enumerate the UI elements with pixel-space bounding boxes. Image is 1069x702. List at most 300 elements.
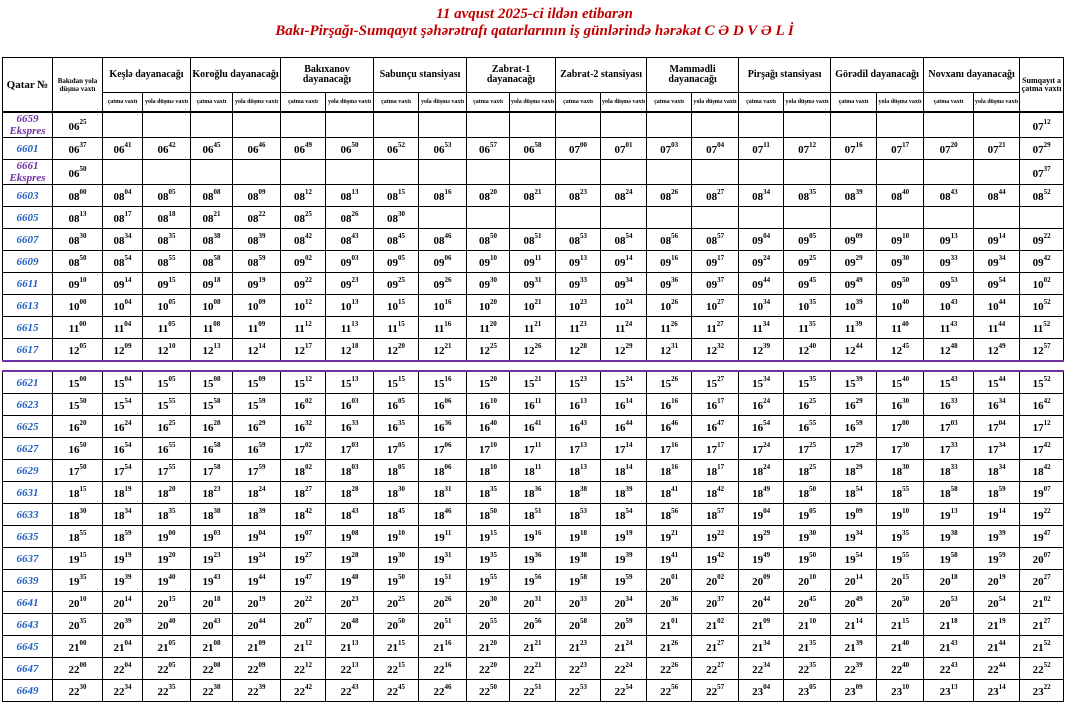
departure-time: $09^{31}$ bbox=[510, 273, 556, 295]
departure-time: $08^{21}$ bbox=[510, 185, 556, 207]
arrival-time: $22^{53}$ bbox=[556, 680, 601, 702]
departure-time: $21^{02}$ bbox=[692, 614, 739, 636]
arrival-time: $20^{25}$ bbox=[374, 592, 419, 614]
arrival-time: $09^{02}$ bbox=[281, 251, 326, 273]
arrival-time: $07^{00}$ bbox=[556, 138, 601, 160]
arrival-time: $15^{54}$ bbox=[103, 394, 143, 416]
arrival-time: $12^{25}$ bbox=[467, 339, 510, 362]
sumqayit-arrival-time: $10^{52}$ bbox=[1020, 295, 1064, 317]
departure-time: $15^{05}$ bbox=[143, 371, 191, 394]
departure-subheader: yola düşmə vaxtı bbox=[974, 93, 1020, 113]
arrival-time: $09^{29}$ bbox=[831, 251, 877, 273]
arrival-time: $20^{49}$ bbox=[831, 592, 877, 614]
departure-time: $18^{34}$ bbox=[974, 460, 1020, 482]
arrival-time: $18^{49}$ bbox=[739, 482, 784, 504]
train-number: 6605 bbox=[3, 207, 53, 229]
train-number: 6629 bbox=[3, 460, 53, 482]
arrival-time: $22^{34}$ bbox=[739, 658, 784, 680]
arrival-time: $09^{33}$ bbox=[556, 273, 601, 295]
train-number: 6601 bbox=[3, 138, 53, 160]
departure-time: $18^{31}$ bbox=[419, 482, 467, 504]
arrival-time: $15^{08}$ bbox=[191, 371, 233, 394]
baku-departure-time: $20^{10}$ bbox=[53, 592, 103, 614]
train-row bbox=[3, 251, 1064, 273]
arrival-time: $12^{48}$ bbox=[924, 339, 974, 362]
arrival-time: $20^{01}$ bbox=[647, 570, 692, 592]
arrival-time: $08^{42}$ bbox=[281, 229, 326, 251]
arrival-time: $19^{38}$ bbox=[924, 526, 974, 548]
departure-time: $19^{59}$ bbox=[601, 570, 647, 592]
departure-time bbox=[974, 207, 1020, 229]
sumqayit-arrival-time: $21^{02}$ bbox=[1020, 592, 1064, 614]
arrival-time: $11^{34}$ bbox=[739, 317, 784, 339]
arrival-time: $21^{34}$ bbox=[739, 636, 784, 658]
departure-time: $22^{35}$ bbox=[784, 658, 831, 680]
departure-time: $18^{46}$ bbox=[419, 504, 467, 526]
arrival-time: $15^{58}$ bbox=[191, 394, 233, 416]
departure-time: $09^{34}$ bbox=[601, 273, 647, 295]
train-number: 6617 bbox=[3, 339, 53, 362]
arrival-time: $11^{26}$ bbox=[647, 317, 692, 339]
arrival-time: $19^{39}$ bbox=[103, 570, 143, 592]
arrival-time: $20^{53}$ bbox=[924, 592, 974, 614]
arrival-time: $21^{15}$ bbox=[374, 636, 419, 658]
departure-time: $18^{06}$ bbox=[419, 460, 467, 482]
departure-time: $06^{58}$ bbox=[510, 138, 556, 160]
departure-time: $19^{31}$ bbox=[419, 548, 467, 570]
departure-time: $19^{35}$ bbox=[877, 526, 924, 548]
departure-time bbox=[419, 112, 467, 138]
departure-time bbox=[877, 207, 924, 229]
arrival-time: $15^{34}$ bbox=[739, 371, 784, 394]
arrival-subheader: çatma vaxtı bbox=[374, 93, 419, 113]
baku-departure-time: $22^{00}$ bbox=[53, 658, 103, 680]
arrival-time: $16^{24}$ bbox=[739, 394, 784, 416]
departure-time bbox=[974, 112, 1020, 138]
arrival-time: $19^{55}$ bbox=[467, 570, 510, 592]
arrival-time: $22^{08}$ bbox=[191, 658, 233, 680]
arrival-time: $18^{38}$ bbox=[556, 482, 601, 504]
arrival-time: $19^{23}$ bbox=[191, 548, 233, 570]
arrival-time: $15^{39}$ bbox=[831, 371, 877, 394]
arrival-time: $21^{23}$ bbox=[556, 636, 601, 658]
departure-time: $08^{16}$ bbox=[419, 185, 467, 207]
arrival-subheader: çatma vaxtı bbox=[467, 93, 510, 113]
arrival-time: $19^{30}$ bbox=[374, 548, 419, 570]
departure-time: $11^{27}$ bbox=[692, 317, 739, 339]
departure-time: $21^{16}$ bbox=[419, 636, 467, 658]
arrival-time: $16^{32}$ bbox=[281, 416, 326, 438]
departure-time: $22^{57}$ bbox=[692, 680, 739, 702]
departure-time: $18^{43}$ bbox=[326, 504, 374, 526]
arrival-time: $18^{42}$ bbox=[281, 504, 326, 526]
arrival-time: $11^{20}$ bbox=[467, 317, 510, 339]
departure-time bbox=[601, 160, 647, 185]
arrival-time: $19^{07}$ bbox=[281, 526, 326, 548]
arrival-time: $18^{29}$ bbox=[831, 460, 877, 482]
train-row bbox=[3, 295, 1064, 317]
departure-time: $12^{26}$ bbox=[510, 339, 556, 362]
arrival-time bbox=[739, 112, 784, 138]
baku-departure-time: $10^{00}$ bbox=[53, 295, 103, 317]
departure-time: $20^{19}$ bbox=[974, 570, 1020, 592]
arrival-time: $15^{26}$ bbox=[647, 371, 692, 394]
departure-time: $17^{55}$ bbox=[143, 460, 191, 482]
departure-time: $18^{50}$ bbox=[784, 482, 831, 504]
departure-time: $18^{20}$ bbox=[143, 482, 191, 504]
departure-time: $18^{35}$ bbox=[143, 504, 191, 526]
sumqayit-arrival-time: $09^{22}$ bbox=[1020, 229, 1064, 251]
sumqayit-arrival-time: $07^{12}$ bbox=[1020, 112, 1064, 138]
arrival-time: $08^{38}$ bbox=[191, 229, 233, 251]
arrival-time: $10^{26}$ bbox=[647, 295, 692, 317]
sumqayit-arrival-time: $11^{52}$ bbox=[1020, 317, 1064, 339]
departure-time: $20^{23}$ bbox=[326, 592, 374, 614]
departure-time: $21^{44}$ bbox=[974, 636, 1020, 658]
departure-time: $19^{39}$ bbox=[601, 548, 647, 570]
arrival-time: $12^{17}$ bbox=[281, 339, 326, 362]
departure-time bbox=[692, 160, 739, 185]
arrival-time: $06^{57}$ bbox=[467, 138, 510, 160]
arrival-time: $20^{22}$ bbox=[281, 592, 326, 614]
timetable bbox=[2, 57, 1064, 702]
sumqayit-arrival-time: $17^{42}$ bbox=[1020, 438, 1064, 460]
departure-time: $10^{44}$ bbox=[974, 295, 1020, 317]
departure-time: $11^{05}$ bbox=[143, 317, 191, 339]
departure-time bbox=[877, 112, 924, 138]
sumqayit-arrival-time: $10^{02}$ bbox=[1020, 273, 1064, 295]
arrival-time bbox=[191, 112, 233, 138]
arrival-time: $18^{16}$ bbox=[647, 460, 692, 482]
departure-time: $09^{54}$ bbox=[974, 273, 1020, 295]
departure-time: $12^{40}$ bbox=[784, 339, 831, 362]
departure-time: $08^{40}$ bbox=[877, 185, 924, 207]
arrival-time: $18^{50}$ bbox=[467, 504, 510, 526]
departure-time: $19^{51}$ bbox=[419, 570, 467, 592]
departure-time: $07^{04}$ bbox=[692, 138, 739, 160]
arrival-time: $12^{13}$ bbox=[191, 339, 233, 362]
sumqayit-arrival-time: $20^{07}$ bbox=[1020, 548, 1064, 570]
train-number: 6635 bbox=[3, 526, 53, 548]
baku-departure-time: $19^{35}$ bbox=[53, 570, 103, 592]
sumqayit-arrival-time: $15^{52}$ bbox=[1020, 371, 1064, 394]
departure-time: $17^{59}$ bbox=[233, 460, 281, 482]
arrival-time: $12^{44}$ bbox=[831, 339, 877, 362]
arrival-time: $09^{16}$ bbox=[647, 251, 692, 273]
arrival-time: $10^{23}$ bbox=[556, 295, 601, 317]
train-row bbox=[3, 460, 1064, 482]
arrival-time bbox=[647, 207, 692, 229]
arrival-time: $18^{27}$ bbox=[281, 482, 326, 504]
arrival-time: $22^{12}$ bbox=[281, 658, 326, 680]
departure-time: $15^{16}$ bbox=[419, 371, 467, 394]
departure-time: $20^{51}$ bbox=[419, 614, 467, 636]
arrival-time: $08^{20}$ bbox=[467, 185, 510, 207]
train-row bbox=[3, 394, 1064, 416]
arrival-time: $21^{09}$ bbox=[739, 614, 784, 636]
train-row bbox=[3, 160, 1064, 185]
arrival-time: $19^{15}$ bbox=[467, 526, 510, 548]
departure-time: $18^{17}$ bbox=[692, 460, 739, 482]
arrival-time: $16^{10}$ bbox=[467, 394, 510, 416]
train-row bbox=[3, 112, 1064, 138]
departure-time: $16^{41}$ bbox=[510, 416, 556, 438]
departure-time: $16^{30}$ bbox=[877, 394, 924, 416]
departure-time: $23^{10}$ bbox=[877, 680, 924, 702]
arrival-time: $08^{08}$ bbox=[191, 185, 233, 207]
departure-time: $17^{03}$ bbox=[326, 438, 374, 460]
arrival-subheader: çatma vaxtı bbox=[831, 93, 877, 113]
arrival-time: $11^{23}$ bbox=[556, 317, 601, 339]
departure-time: $16^{29}$ bbox=[233, 416, 281, 438]
departure-time: $08^{35}$ bbox=[784, 185, 831, 207]
departure-time: $11^{35}$ bbox=[784, 317, 831, 339]
station-header: Sabunçu stansiyası bbox=[374, 58, 467, 93]
departure-time: $16^{33}$ bbox=[326, 416, 374, 438]
departure-time: $08^{26}$ bbox=[326, 207, 374, 229]
departure-time: $19^{48}$ bbox=[326, 570, 374, 592]
arrival-time: $19^{21}$ bbox=[647, 526, 692, 548]
arrival-time: $08^{30}$ bbox=[374, 207, 419, 229]
departure-time: $08^{39}$ bbox=[233, 229, 281, 251]
departure-time: $08^{46}$ bbox=[419, 229, 467, 251]
arrival-time: $16^{29}$ bbox=[831, 394, 877, 416]
departure-time: $22^{16}$ bbox=[419, 658, 467, 680]
baku-departure-time: $08^{50}$ bbox=[53, 251, 103, 273]
arrival-time: $22^{23}$ bbox=[556, 658, 601, 680]
arrival-time: $08^{39}$ bbox=[831, 185, 877, 207]
arrival-subheader: çatma vaxtı bbox=[739, 93, 784, 113]
arrival-time: $17^{10}$ bbox=[467, 438, 510, 460]
station-header: Məmmədli dayanacağı bbox=[647, 58, 739, 93]
arrival-time: $10^{12}$ bbox=[281, 295, 326, 317]
arrival-time: $20^{43}$ bbox=[191, 614, 233, 636]
arrival-time: $19^{58}$ bbox=[556, 570, 601, 592]
timetable-body bbox=[3, 112, 1064, 702]
departure-time: $09^{45}$ bbox=[784, 273, 831, 295]
arrival-time bbox=[103, 112, 143, 138]
train-row bbox=[3, 526, 1064, 548]
train-number: 6603 bbox=[3, 185, 53, 207]
arrival-time: $21^{18}$ bbox=[924, 614, 974, 636]
arrival-time: $12^{39}$ bbox=[739, 339, 784, 362]
departure-time: $09^{14}$ bbox=[601, 251, 647, 273]
departure-time bbox=[419, 207, 467, 229]
baku-departure-time: $22^{30}$ bbox=[53, 680, 103, 702]
arrival-time: $08^{45}$ bbox=[374, 229, 419, 251]
departure-time: $16^{06}$ bbox=[419, 394, 467, 416]
departure-time: $19^{19}$ bbox=[601, 526, 647, 548]
departure-time: $11^{24}$ bbox=[601, 317, 647, 339]
departure-time: $20^{15}$ bbox=[143, 592, 191, 614]
baku-departure-time: $08^{30}$ bbox=[53, 229, 103, 251]
arrival-time bbox=[647, 112, 692, 138]
departure-time bbox=[233, 112, 281, 138]
departure-time: $08^{24}$ bbox=[601, 185, 647, 207]
departure-time: $09^{14}$ bbox=[974, 229, 1020, 251]
departure-subheader: yola düşmə vaxtı bbox=[510, 93, 556, 113]
arrival-time: $18^{34}$ bbox=[103, 504, 143, 526]
sumqayit-arrival-time: $19^{22}$ bbox=[1020, 504, 1064, 526]
departure-subheader: yola düşmə vaxtı bbox=[419, 93, 467, 113]
departure-time: $22^{05}$ bbox=[143, 658, 191, 680]
arrival-time: $17^{58}$ bbox=[191, 460, 233, 482]
departure-time: $15^{35}$ bbox=[784, 371, 831, 394]
arrival-time bbox=[739, 207, 784, 229]
sumqayit-arrival-time: $19^{47}$ bbox=[1020, 526, 1064, 548]
arrival-time: $09^{13}$ bbox=[924, 229, 974, 251]
departure-time: $19^{11}$ bbox=[419, 526, 467, 548]
train-row bbox=[3, 658, 1064, 680]
arrival-time: $09^{53}$ bbox=[924, 273, 974, 295]
arrival-time bbox=[924, 160, 974, 185]
baku-departure-time: $11^{00}$ bbox=[53, 317, 103, 339]
departure-time: $18^{28}$ bbox=[326, 482, 374, 504]
train-row bbox=[3, 273, 1064, 295]
departure-time: $18^{03}$ bbox=[326, 460, 374, 482]
train-number: 6631 bbox=[3, 482, 53, 504]
train-number: 6633 bbox=[3, 504, 53, 526]
baku-departure-time: $17^{50}$ bbox=[53, 460, 103, 482]
train-row bbox=[3, 229, 1064, 251]
arrival-time: $08^{53}$ bbox=[556, 229, 601, 251]
departure-time: $22^{24}$ bbox=[601, 658, 647, 680]
arrival-time: $06^{49}$ bbox=[281, 138, 326, 160]
train-number: 6641 bbox=[3, 592, 53, 614]
baku-departure-time: $09^{10}$ bbox=[53, 273, 103, 295]
departure-time: $18^{57}$ bbox=[692, 504, 739, 526]
sumqayit-arrival-time bbox=[1020, 207, 1064, 229]
baku-departure-time: $06^{37}$ bbox=[53, 138, 103, 160]
arrival-time: $20^{50}$ bbox=[374, 614, 419, 636]
arrival-time: $20^{47}$ bbox=[281, 614, 326, 636]
departure-time: $12^{14}$ bbox=[233, 339, 281, 362]
arrival-time: $20^{18}$ bbox=[191, 592, 233, 614]
departure-time: $11^{44}$ bbox=[974, 317, 1020, 339]
departure-time: $19^{16}$ bbox=[510, 526, 556, 548]
sumqayit-arrival-time: $19^{07}$ bbox=[1020, 482, 1064, 504]
arrival-time: $07^{11}$ bbox=[739, 138, 784, 160]
arrival-time: $08^{04}$ bbox=[103, 185, 143, 207]
departure-time: $09^{05}$ bbox=[784, 229, 831, 251]
train-row bbox=[3, 636, 1064, 658]
arrival-time bbox=[924, 112, 974, 138]
arrival-time: $08^{34}$ bbox=[739, 185, 784, 207]
baku-departure-time: $15^{00}$ bbox=[53, 371, 103, 394]
departure-time: $12^{18}$ bbox=[326, 339, 374, 362]
arrival-time: $08^{21}$ bbox=[191, 207, 233, 229]
departure-subheader: yola düşmə vaxtı bbox=[326, 93, 374, 113]
departure-time: $16^{44}$ bbox=[601, 416, 647, 438]
departure-time: $22^{35}$ bbox=[143, 680, 191, 702]
arrival-time: $18^{59}$ bbox=[103, 526, 143, 548]
station-header: Pirşağı stansiyası bbox=[739, 58, 831, 93]
departure-time: $09^{06}$ bbox=[419, 251, 467, 273]
arrival-time: $08^{12}$ bbox=[281, 185, 326, 207]
arrival-time bbox=[467, 160, 510, 185]
departure-time: $15^{40}$ bbox=[877, 371, 924, 394]
arrival-time: $20^{14}$ bbox=[103, 592, 143, 614]
arrival-time: $18^{35}$ bbox=[467, 482, 510, 504]
departure-time: $16^{25}$ bbox=[784, 394, 831, 416]
train-row bbox=[3, 548, 1064, 570]
baku-departure-time: $08^{13}$ bbox=[53, 207, 103, 229]
baku-departure-time: $15^{50}$ bbox=[53, 394, 103, 416]
arrival-time: $22^{39}$ bbox=[831, 658, 877, 680]
train-row bbox=[3, 438, 1064, 460]
arrival-time: $20^{39}$ bbox=[103, 614, 143, 636]
arrival-time: $18^{41}$ bbox=[647, 482, 692, 504]
departure-time: $22^{46}$ bbox=[419, 680, 467, 702]
station-header: Görədil dayanacağı bbox=[831, 58, 924, 93]
departure-time: $11^{09}$ bbox=[233, 317, 281, 339]
baku-departure-time: $06^{50}$ bbox=[53, 160, 103, 185]
arrival-time: $09^{10}$ bbox=[467, 251, 510, 273]
departure-time: $19^{05}$ bbox=[784, 504, 831, 526]
departure-time: $17^{14}$ bbox=[601, 438, 647, 460]
sumqayit-arrival-time: $17^{12}$ bbox=[1020, 416, 1064, 438]
departure-time: $21^{05}$ bbox=[143, 636, 191, 658]
departure-time: $21^{15}$ bbox=[877, 614, 924, 636]
departure-time: $16^{55}$ bbox=[143, 438, 191, 460]
arrival-time: $22^{20}$ bbox=[467, 658, 510, 680]
departure-time: $17^{25}$ bbox=[784, 438, 831, 460]
arrival-time: $20^{33}$ bbox=[556, 592, 601, 614]
train-number: 6639 bbox=[3, 570, 53, 592]
departure-time: $08^{13}$ bbox=[326, 185, 374, 207]
departure-time: $19^{59}$ bbox=[974, 548, 1020, 570]
departure-time: $10^{05}$ bbox=[143, 295, 191, 317]
arrival-time: $17^{33}$ bbox=[924, 438, 974, 460]
departure-time: $19^{08}$ bbox=[326, 526, 374, 548]
station-header: Keşlə dayanacağı bbox=[103, 58, 191, 93]
arrival-time: $18^{02}$ bbox=[281, 460, 326, 482]
arrival-time: $12^{09}$ bbox=[103, 339, 143, 362]
arrival-time: $09^{22}$ bbox=[281, 273, 326, 295]
departure-time: $08^{44}$ bbox=[974, 185, 1020, 207]
arrival-time: $18^{05}$ bbox=[374, 460, 419, 482]
arrival-time: $20^{44}$ bbox=[739, 592, 784, 614]
arrival-time: $09^{25}$ bbox=[374, 273, 419, 295]
departure-time: $08^{54}$ bbox=[601, 229, 647, 251]
arrival-time: $09^{14}$ bbox=[103, 273, 143, 295]
departure-time: $19^{30}$ bbox=[784, 526, 831, 548]
arrival-time: $09^{30}$ bbox=[467, 273, 510, 295]
arrival-time: $08^{54}$ bbox=[103, 251, 143, 273]
departure-time: $21^{35}$ bbox=[784, 636, 831, 658]
departure-time bbox=[326, 160, 374, 185]
departure-time: $18^{39}$ bbox=[233, 504, 281, 526]
departure-time: $06^{53}$ bbox=[419, 138, 467, 160]
train-row bbox=[3, 482, 1064, 504]
departure-time bbox=[692, 207, 739, 229]
departure-time: $08^{43}$ bbox=[326, 229, 374, 251]
arrival-time: $08^{25}$ bbox=[281, 207, 326, 229]
arrival-time bbox=[281, 160, 326, 185]
arrival-time: $09^{05}$ bbox=[374, 251, 419, 273]
departure-time: $11^{16}$ bbox=[419, 317, 467, 339]
departure-time: $08^{51}$ bbox=[510, 229, 556, 251]
arrival-time bbox=[924, 207, 974, 229]
arrival-time: $11^{12}$ bbox=[281, 317, 326, 339]
arrival-time: $08^{58}$ bbox=[191, 251, 233, 273]
departure-time: $21^{13}$ bbox=[326, 636, 374, 658]
departure-time: $18^{25}$ bbox=[784, 460, 831, 482]
departure-time: $21^{09}$ bbox=[233, 636, 281, 658]
departure-time: $20^{44}$ bbox=[233, 614, 281, 636]
departure-time: $18^{14}$ bbox=[601, 460, 647, 482]
departure-time: $20^{59}$ bbox=[601, 614, 647, 636]
